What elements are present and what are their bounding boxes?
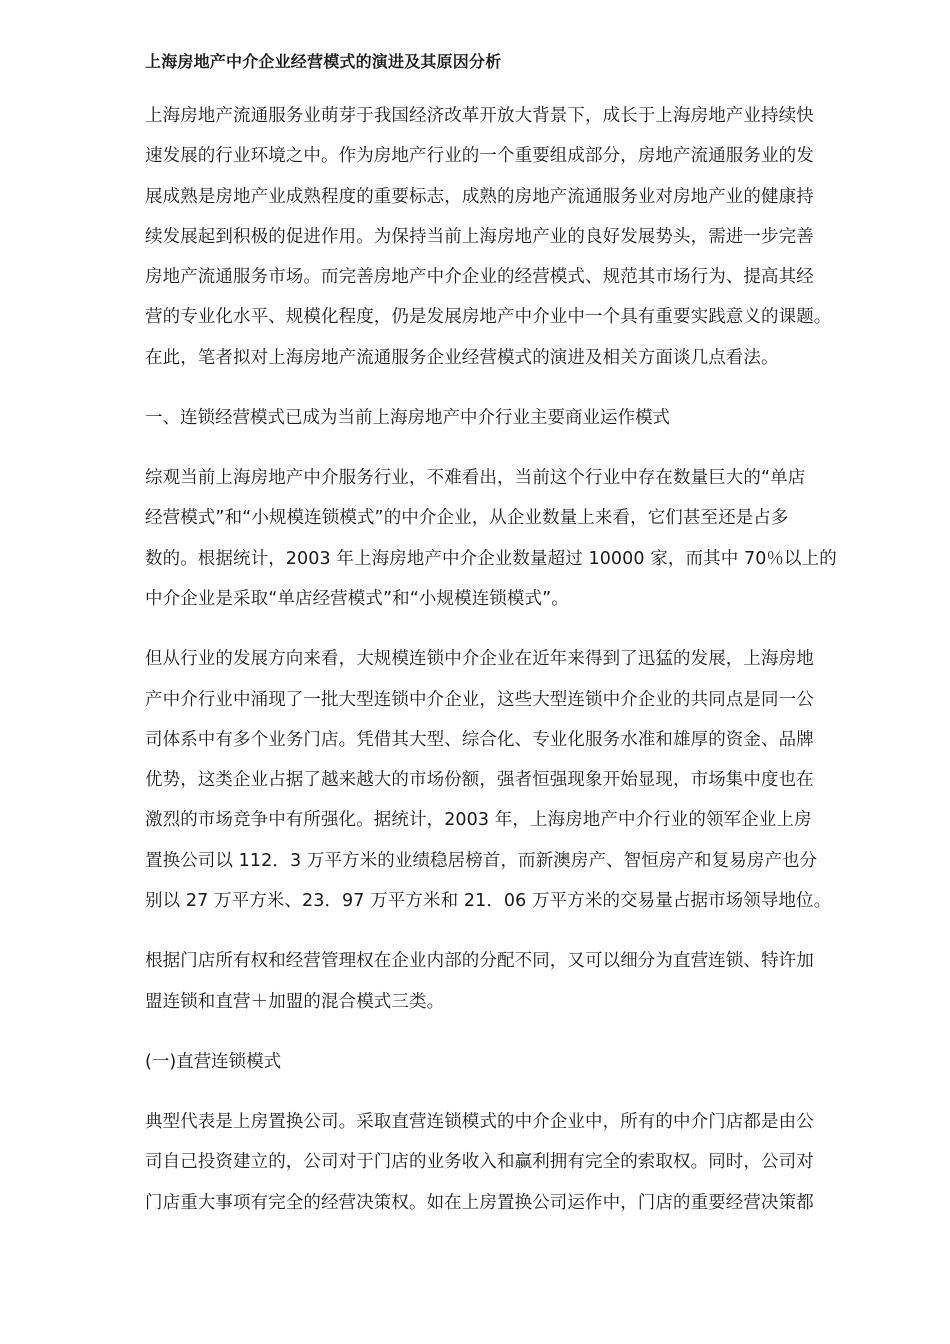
text-line: 司体系中有多个业务门店。凭借其大型、综合化、专业化服务水准和雄厚的资金、品牌 bbox=[145, 729, 814, 750]
text-line: 门店重大事项有完全的经营决策权。如在上房置换公司运作中，门店的重要经营决策都 bbox=[145, 1192, 814, 1213]
document-title: 上海房地产中介企业经营模式的演进及其原因分析 bbox=[145, 52, 502, 71]
text-line: 经营模式”和“小规模连锁模式”的中介企业，从企业数量上来看，它们甚至还是占多 bbox=[145, 508, 789, 529]
text-line: 速发展的行业环境之中。作为房地产行业的一个重要组成部分，房地产流通服务业的发 bbox=[145, 146, 814, 167]
paragraph-large-chains bbox=[145, 639, 890, 921]
text-line: 续发展起到积极的促进作用。为保持当前上海房地产业的良好发展势头，需进一步完善 bbox=[145, 226, 814, 247]
text-line: 在此，笔者拟对上海房地产流通服务企业经营模式的演进及相关方面谈几点看法。 bbox=[145, 347, 779, 368]
text-line: 上海房地产流通服务业萌芽于我国经济改革开放大背景下，成长于上海房地产业持续快 bbox=[145, 106, 814, 126]
document-page bbox=[145, 50, 890, 1243]
text-line: 激烈的市场竞争中有所强化。据统计，2003 年，上海房地产中介行业的领军企业上房 bbox=[145, 810, 812, 831]
text-line: 但从行业的发展方向来看，大规模连锁中介企业在近年来得到了迅猛的发展，上海房地 bbox=[145, 649, 814, 670]
text-line: 典型代表是上房置换公司。采取直营连锁模式的中介企业中，所有的中介门店都是由公 bbox=[145, 1111, 814, 1132]
text-line: 别以 27 万平方米、23．97 万平方米和 21．06 万平方米的交易量占据市场领导地位。 bbox=[145, 891, 832, 912]
text-line: 数的。根据统计，2003 年上海房地产中介企业数量超过 10000 家，而其中 70％以上的 bbox=[145, 548, 837, 569]
text-line: 司自己投资建立的，公司对于门店的业务收入和赢利拥有完全的索取权。同时，公司对 bbox=[145, 1152, 814, 1173]
text-line: 产中介行业中涌现了一批大型连锁中介企业，这些大型连锁中介企业的共同点是同一公 bbox=[145, 689, 814, 710]
text-line: 中介企业是采取“单店经营模式”和“小规模连锁模式”。 bbox=[145, 588, 569, 609]
text-line: 展成熟是房地产业成熟程度的重要标志，成熟的房地产流通服务业对房地产业的健康持 bbox=[145, 186, 814, 207]
paragraph-direct-chain bbox=[145, 1102, 890, 1223]
paragraph-single-store bbox=[145, 458, 890, 619]
text-line: 综观当前上海房地产中介服务行业，不难看出，当前这个行业中存在数量巨大的“单店 bbox=[145, 468, 806, 489]
text-line: 置换公司以 112．3 万平方米的业绩稳居榜首，而新澳房产、智恒房产和复易房产也分 bbox=[145, 850, 818, 871]
text-line: 优势，这类企业占据了越来越大的市场份额，强者恒强现象开始显现，市场集中度也在 bbox=[145, 770, 814, 791]
text-line: 营的专业化水平、规模化程度，仍是发展房地产中介业中一个具有重要实践意义的课题。 bbox=[145, 307, 832, 328]
subsection-heading: (一)直营连锁模式 bbox=[145, 1051, 282, 1072]
text-line: 根据门店所有权和经营管理权在企业内部的分配不同，又可以细分为直营连锁、特许加 bbox=[145, 951, 814, 972]
section-heading: 一、连锁经营模式已成为当前上海房地产中介行业主要商业运作模式 bbox=[145, 408, 670, 429]
paragraph-classification bbox=[145, 941, 890, 1022]
text-line: 盟连锁和直营＋加盟的混合模式三类。 bbox=[145, 991, 445, 1012]
text-line: 房地产流通服务市场。而完善房地产中介企业的经营模式、规范其市场行为、提高其经 bbox=[145, 267, 814, 288]
intro-paragraph bbox=[145, 96, 890, 378]
